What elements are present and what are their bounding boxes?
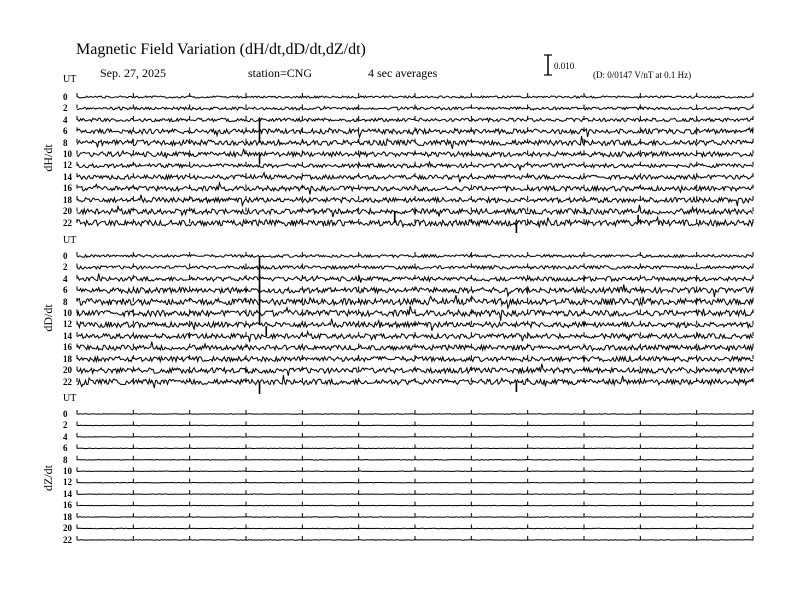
ut-label-dz: UT bbox=[63, 393, 77, 404]
hour-label: 22 bbox=[63, 377, 72, 387]
hour-label: 22 bbox=[63, 218, 72, 228]
chart-title: Magnetic Field Variation (dH/dt,dD/dt,dZ/dt) bbox=[76, 41, 366, 58]
hour-label: 10 bbox=[63, 149, 72, 159]
hour-label: 4 bbox=[63, 115, 68, 125]
station-label: station=CNG bbox=[248, 66, 313, 80]
trace-line bbox=[77, 448, 753, 449]
hour-label: 16 bbox=[63, 342, 72, 352]
hour-label: 14 bbox=[63, 489, 72, 499]
hour-label: 14 bbox=[63, 172, 72, 182]
trace-line bbox=[77, 342, 753, 352]
hour-label: 14 bbox=[63, 331, 72, 341]
trace-line bbox=[77, 505, 753, 506]
trace-line bbox=[77, 471, 753, 472]
scale-note: (D: 0/0147 V/nT at 0.1 Hz) bbox=[593, 70, 692, 80]
hour-label: 20 bbox=[63, 206, 72, 216]
panel-dz bbox=[41, 393, 753, 545]
hour-label: 8 bbox=[63, 297, 68, 307]
averaging-label: 4 sec averages bbox=[368, 66, 438, 80]
trace-line bbox=[77, 284, 753, 297]
trace-line bbox=[77, 494, 753, 495]
trace-line bbox=[77, 425, 753, 426]
ut-label-dd: UT bbox=[63, 235, 77, 246]
hour-label: 0 bbox=[63, 251, 68, 261]
hour-label: 6 bbox=[63, 443, 68, 453]
hour-label: 0 bbox=[63, 409, 68, 419]
panel-dh bbox=[41, 74, 753, 233]
trace-line bbox=[77, 482, 753, 483]
ut-label-dh: UT bbox=[63, 74, 77, 85]
hour-label: 8 bbox=[63, 138, 68, 148]
panel-dd bbox=[41, 235, 753, 394]
hour-label: 8 bbox=[63, 455, 68, 465]
hour-label: 0 bbox=[63, 92, 68, 102]
hour-labels-dh bbox=[63, 92, 73, 228]
trace-line bbox=[77, 528, 753, 529]
ylabel-dd: dD/dt bbox=[41, 304, 55, 332]
date-label: Sep. 27, 2025 bbox=[100, 66, 166, 80]
hour-label: 16 bbox=[63, 500, 72, 510]
trace-line bbox=[77, 306, 753, 321]
hour-label: 10 bbox=[63, 308, 72, 318]
hour-label: 6 bbox=[63, 285, 68, 295]
trace-line bbox=[77, 460, 753, 461]
scale-value: 0.010 bbox=[554, 61, 575, 71]
hour-label: 4 bbox=[63, 274, 68, 284]
hour-label: 18 bbox=[63, 195, 72, 205]
ylabel-dh: dH/dt bbox=[41, 144, 55, 172]
hour-labels-dz bbox=[63, 409, 73, 545]
scale-bar bbox=[544, 55, 552, 75]
hour-labels-dd bbox=[63, 251, 73, 387]
hour-label: 16 bbox=[63, 183, 72, 193]
hour-label: 12 bbox=[63, 160, 72, 170]
hour-label: 4 bbox=[63, 432, 68, 442]
hour-label: 2 bbox=[63, 103, 68, 113]
hour-label: 20 bbox=[63, 365, 72, 375]
ylabel-dz: dZ/dt bbox=[41, 465, 55, 491]
hour-label: 20 bbox=[63, 523, 72, 533]
hour-label: 22 bbox=[63, 535, 72, 545]
hour-label: 18 bbox=[63, 354, 72, 364]
trace-line bbox=[77, 332, 753, 343]
traces-dh bbox=[77, 93, 753, 233]
hour-label: 12 bbox=[63, 477, 72, 487]
traces-dz bbox=[77, 410, 753, 540]
trace-line bbox=[77, 517, 753, 518]
trace-line bbox=[77, 540, 753, 541]
traces-dd bbox=[77, 252, 753, 394]
hour-label: 12 bbox=[63, 319, 72, 329]
hour-label: 18 bbox=[63, 512, 72, 522]
hour-label: 2 bbox=[63, 262, 68, 272]
hour-label: 2 bbox=[63, 420, 68, 430]
hour-label: 10 bbox=[63, 466, 72, 476]
hour-label: 6 bbox=[63, 126, 68, 136]
